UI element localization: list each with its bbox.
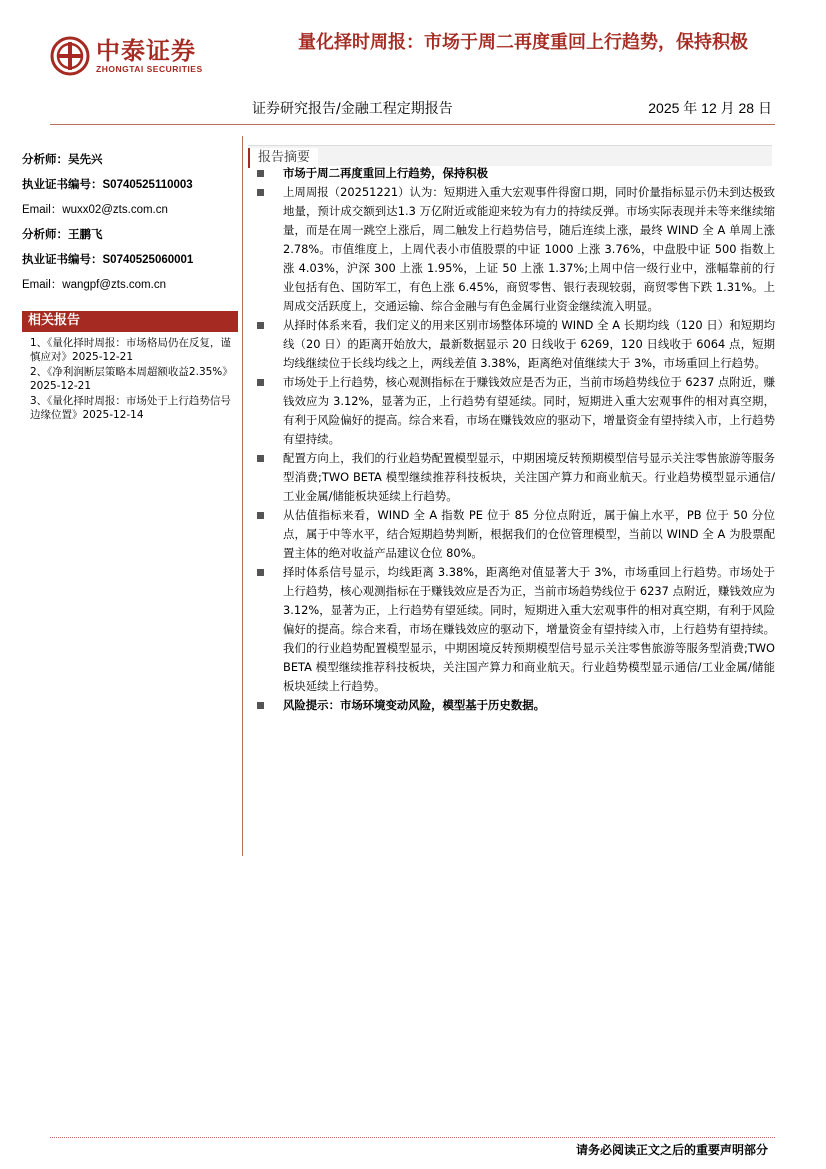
summary-bullet: 市场处于上行趋势，核心观测指标在于赚钱效应是否为正，当前市场趋势线位于 6237 点附近，赚钱效应为 3.12%，显著为正，上行趋势有望延续。同时，短期进入重大宏观事件的相对真空期，有利于风险偏好的提高。综合来看，市场在赚钱效应的驱动下，增量资金有望持续入市，上行趋势有望持续。 [255,373,775,449]
bullet-square-icon [257,170,264,177]
brand-name-en: ZHONGTAI SECURITIES [96,63,203,74]
summary-header-bar [248,145,772,166]
summary-bullet: 择时体系信号显示，均线距离 3.38%，距离绝对值显著大于 3%，市场重回上行趋势。市场处于上行趋势，核心观测指标在于赚钱效应是否为正，当前市场趋势线位于 6237 点附近，赚钱效应为 3.12%，显著为正，上行趋势有望延续。同时，短期进入重大宏观事件的相对真空期，有利于风险偏好的提高。综合来看，市场在赚钱效应的驱动下，增量资金有望持续入市，上行趋势有望持续。我们的行业趋势配置模型显示，中期困境反转预期模型信号显示关注零售旅游等服务型消费;TWO BETA 模型继续推荐科技板块，关注国产算力和商业航天。行业趋势模型显示通信/工业金属/储能板块延续上行趋势。 [255,563,775,696]
bullet-square-icon [257,189,264,196]
analyst-1-cert: 执业证书编号：S0740525110003 [22,177,193,191]
summary-bullet: 上周周报（20251221）认为：短期进入重大宏观事件得窗口期，同时价量指标显示仍未到达极致地量，预计成交额到达1.3 万亿附近或能迎来较为有力的持续反弹。市场实际表现并未等来继续缩量，而是在周一跳空上涨后，周二触发上行趋势信号，随后连续上涨，最终 WIND 全 A 单周上涨 2.78%。市值维度上，上周代表小市值股票的中证 1000 上涨 3.76%，中盘股中证 500 指数上涨 4.03%，沪深 300 上涨 1.95%，上证 50 上涨 1.37%;上周中信一级行业中，涨幅靠前的行业包括有色、国防军工，有色上涨 6.45%，商贸零售、银行表现较弱，商贸零售下跌 1.31%。上周成交活跃度上，交通运输、综合金融与有色金属行业资金继续流入明显。 [255,183,775,316]
subheader [252,98,772,118]
footer-disclaimer: 请务必阅读正文之后的重要声明部分 [575,1143,768,1157]
column-divider [242,136,243,856]
related-reports-header: 相关报告 [22,311,238,331]
analyst-2-name: 分析师：王鹏飞 [22,227,103,241]
bullet-square-icon [257,512,264,519]
related-header-rule [22,331,238,332]
summary-bullet: 市场于周二再度重回上行趋势，保持积极 [255,164,775,183]
analyst-panel [22,150,240,300]
header-divider [50,124,775,125]
summary-body [255,164,775,715]
footer-divider [50,1137,775,1138]
related-report-link[interactable]: 2、《净利润断层策略本周超额收益2.35%》2025-12-21 [30,366,233,392]
bullet-square-icon [257,379,264,386]
related-reports-list [30,337,240,424]
bullet-square-icon [257,322,264,329]
zhongtai-logo-icon [50,36,90,76]
analyst-1-name: 分析师：吴先兴 [22,152,103,166]
related-report-link[interactable]: 1、《量化择时周报：市场格局仍在反复，谨慎应对》2025-12-21 [30,337,231,363]
bullet-square-icon [257,702,264,709]
summary-bullet: 从估值指标来看，WIND 全 A 指数 PE 位于 85 分位点附近，属于偏上水平，PB 位于 50 分位点，属于中等水平，结合短期趋势判断，根据我们的仓位管理模型，当前以 WIND 全 A 为股票配置主体的绝对收益产品建议仓位 80%。 [255,506,775,563]
summary-header: 报告摘要 [248,148,318,168]
brand-logo [50,36,203,76]
report-title: 量化择时周报：市场于周二再度重回上行趋势，保持积极 [298,32,748,53]
report-category: 证券研究报告/金融工程定期报告 [252,101,453,117]
related-report-link[interactable]: 3、《量化择时周报：市场处于上行趋势信号边缘位置》2025-12-14 [30,395,231,421]
summary-bullet: 配置方向上，我们的行业趋势配置模型显示，中期困境反转预期模型信号显示关注零售旅游等服务型消费;TWO BETA 模型继续推荐科技板块，关注国产算力和商业航天。行业趋势模型显示通信/工业金属/储能板块延续上行趋势。 [255,449,775,506]
analyst-2-email: Email：wangpf@zts.com.cn [22,279,166,291]
bullet-square-icon [257,455,264,462]
analyst-2-cert: 执业证书编号：S0740525060001 [22,252,194,266]
bullet-square-icon [257,569,264,576]
summary-bullet: 从择时体系来看，我们定义的用来区别市场整体环境的 WIND 全 A 长期均线（120 日）和短期均线（20 日）的距离开始放大，最新数据显示 20 日线收于 6269，120 日线收于 6064 点，短期均线继续位于长线均线之上，两线差值 3.38%，距离绝对值继续大于 3%，市场重回上行趋势。 [255,316,775,373]
analyst-1-email: Email：wuxx02@zts.com.cn [22,204,168,216]
report-date: 2025 年 12 月 28 日 [648,100,772,116]
brand-name-cn: 中泰证券 [96,36,196,65]
risk-warning-bullet: 风险提示：市场环境变动风险，模型基于历史数据。 [255,696,775,715]
